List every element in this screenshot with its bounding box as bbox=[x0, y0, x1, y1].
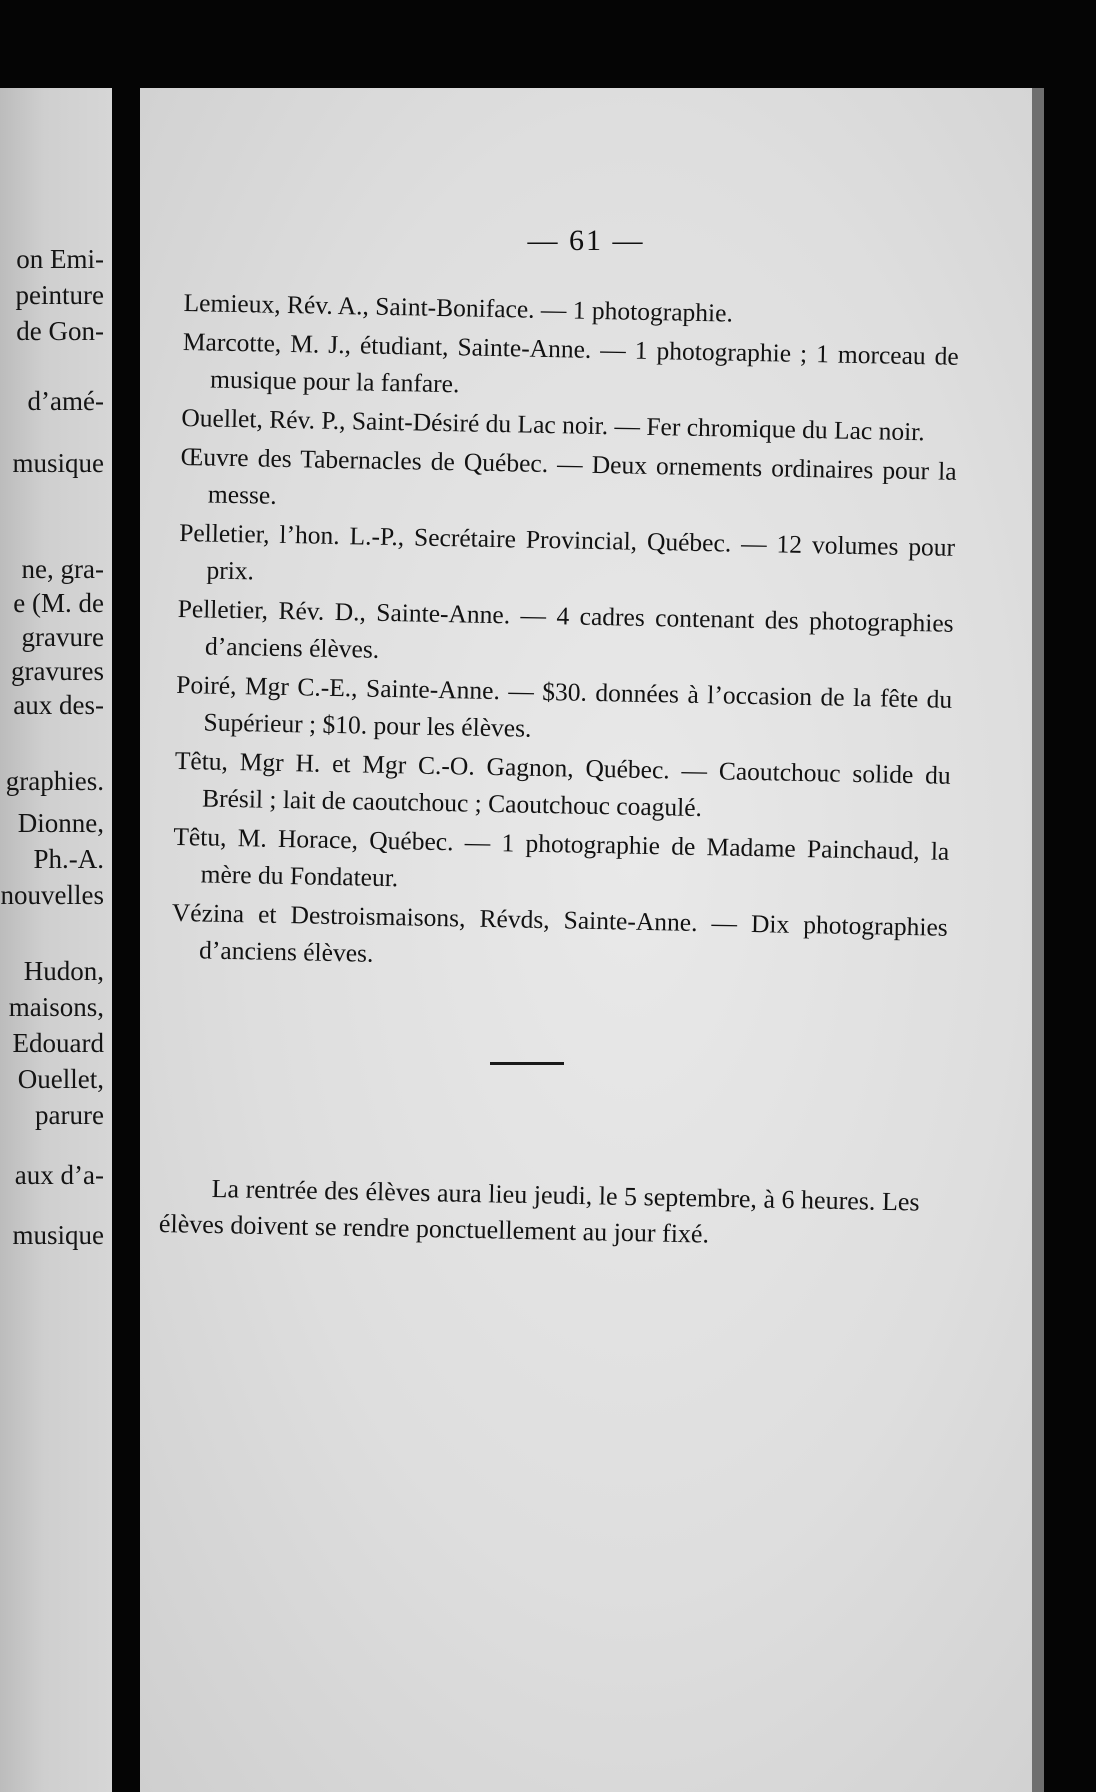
donation-description: — Deux ornements ordinaires pour la messe. bbox=[207, 449, 957, 510]
left-page-line: d’amé- bbox=[27, 386, 104, 416]
list-item bbox=[175, 666, 952, 755]
left-page-line: Ph.-A. bbox=[33, 844, 104, 874]
left-page-line: ne, gra- bbox=[21, 554, 104, 584]
list-item bbox=[174, 742, 951, 831]
donation-description: — 1 photographie. bbox=[534, 294, 734, 328]
left-page-line: musique bbox=[12, 1220, 104, 1250]
donor-list bbox=[171, 284, 960, 985]
left-page-line: Edouard bbox=[12, 1028, 104, 1058]
donation-description: — $30. données à l’occasion de la fête du Supérieur ; $10. pour les élèves. bbox=[203, 676, 953, 743]
donation-description: — 12 volumes pour prix. bbox=[206, 528, 956, 586]
list-item bbox=[182, 323, 959, 412]
donation-description: — Fer chromique du Lac noir. bbox=[607, 411, 925, 447]
list-item bbox=[180, 438, 957, 527]
list-item bbox=[172, 818, 949, 907]
list-item bbox=[177, 590, 954, 679]
donation-description: — 1 photographie ; 1 morceau de musique pour la fanfare. bbox=[209, 334, 960, 399]
donation-description: — 1 photographie de Madame Painchaud, la mère du Fondateur. bbox=[200, 827, 950, 893]
donor-name: Têtu, M. Horace, Québec. bbox=[173, 821, 454, 857]
left-page-line: de Gon- bbox=[16, 316, 104, 346]
left-facing-page bbox=[0, 88, 112, 1792]
left-page-line: e (M. de bbox=[13, 588, 104, 618]
list-item bbox=[178, 514, 955, 603]
left-page-line: gravure bbox=[21, 622, 104, 652]
left-page-line: Ouellet, bbox=[17, 1064, 104, 1094]
left-page-line: on Emi- bbox=[16, 244, 104, 274]
section-divider bbox=[490, 1062, 564, 1065]
page-edge bbox=[1032, 88, 1044, 1792]
page-number: — 61 — bbox=[527, 224, 645, 257]
donation-description: — 4 cadres contenant des photographies d’anciens élèves. bbox=[204, 600, 954, 664]
donation-description: — Caoutchouc solide du Brésil ; lait de caoutchouc ; Caoutchouc coagulé. bbox=[201, 755, 951, 823]
left-page-line: maisons, bbox=[8, 992, 104, 1022]
donor-name: Poiré, Mgr C.-E., Sainte-Anne. bbox=[176, 669, 501, 706]
donor-name: Marcotte, M. J., étudiant, Sainte-Anne. bbox=[182, 326, 592, 364]
left-page-line: Dionne, bbox=[17, 808, 104, 838]
left-page-line: graphies. bbox=[5, 766, 104, 796]
donor-name: Têtu, Mgr H. et Mgr C.-O. Gagnon, Québec. bbox=[174, 745, 670, 785]
donor-name: Pelletier, l’hon. L.-P., Secrétaire Provincial, Québec. bbox=[178, 517, 732, 558]
left-page-line: peinture bbox=[15, 280, 104, 310]
document-page bbox=[140, 88, 1032, 1792]
left-page-line: parure bbox=[35, 1100, 104, 1130]
donor-name: Lemieux, Rév. A., Saint-Boniface. bbox=[183, 287, 535, 324]
left-page-line: Hudon, bbox=[23, 956, 104, 986]
left-page-line: aux d’a- bbox=[14, 1160, 104, 1190]
left-page-line: aux des- bbox=[13, 690, 104, 720]
left-page-line: musique bbox=[12, 448, 104, 478]
donor-name: Vézina et Destroismaisons, Révds, Sainte-Anne. bbox=[171, 897, 698, 937]
left-page-line: gravures bbox=[11, 656, 104, 686]
donor-name: Ouellet, Rév. P., Saint-Désiré du Lac noir. bbox=[181, 402, 609, 441]
list-item bbox=[171, 894, 948, 983]
donation-description: — Dix photographies d’anciens élèves. bbox=[198, 907, 949, 968]
left-page-line: nouvelles bbox=[0, 880, 104, 910]
donor-name: Œuvre des Tabernacles de Québec. bbox=[180, 441, 549, 479]
reopening-notice: La rentrée des élèves aura lieu jeudi, le 5 septembre, à 6 heures. Les élèves doivent se rendre ponctuellement au jour fixé. bbox=[158, 1173, 920, 1249]
donor-name: Pelletier, Rév. D., Sainte-Anne. bbox=[177, 593, 511, 630]
